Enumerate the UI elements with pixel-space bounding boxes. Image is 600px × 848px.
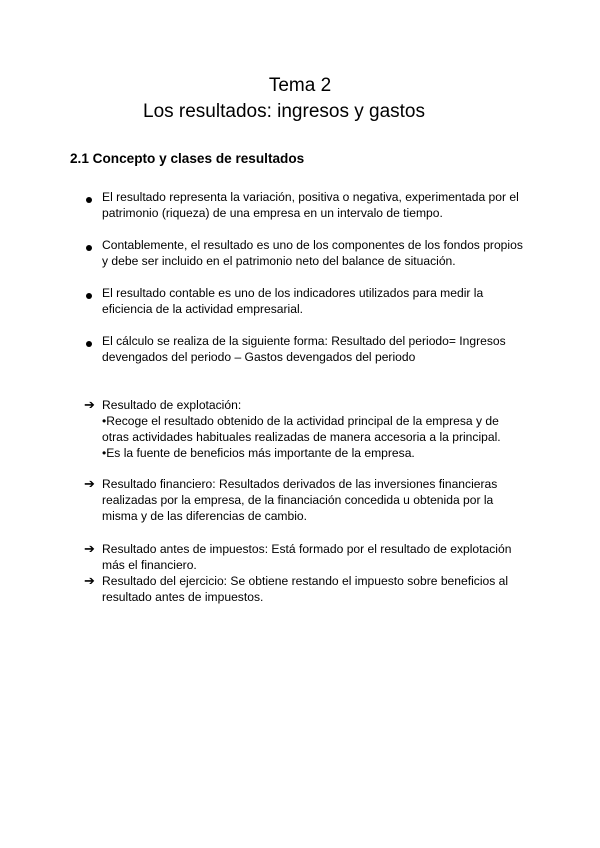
section-heading: 2.1 Concepto y clases de resultados (70, 151, 305, 166)
bullet-dot-icon (86, 245, 92, 251)
bullet-dot-icon (86, 293, 92, 299)
bullet-line: devengados del periodo – Gastos devengados del periodo (102, 350, 416, 364)
bullet-item-3 (102, 285, 542, 317)
arrow-item-antes-impuestos (102, 541, 542, 573)
bullet-line: eficiencia de la actividad empresarial. (102, 302, 303, 316)
arrow-item-financiero (102, 476, 542, 524)
bullet-dot-icon (86, 341, 92, 347)
bullet-item-2 (102, 237, 542, 269)
bullet-line: patrimonio (riqueza) de una empresa en un intervalo de tiempo. (102, 206, 443, 220)
arrow-line: •Recoge el resultado obtenido de la actividad principal de la empresa y de (102, 414, 499, 428)
arrow-line: •Es la fuente de beneficios más importante de la empresa. (102, 446, 415, 460)
page-subtitle: Los resultados: ingresos y gastos (143, 101, 425, 122)
bullet-item-1 (102, 189, 542, 221)
bullet-line: Contablemente, el resultado es uno de los componentes de los fondos propios (102, 238, 523, 252)
arrow-line: resultado antes de impuestos. (102, 590, 264, 604)
bullet-line: El cálculo se realiza de la siguiente forma: Resultado del periodo= Ingresos (102, 334, 506, 348)
bullet-item-4 (102, 333, 542, 365)
arrow-line: Resultado del ejercicio: Se obtiene restando el impuesto sobre beneficios al (102, 574, 509, 588)
arrow-line: realizadas por la empresa, de la financiación concedida u obtenida por la (102, 493, 494, 507)
bullet-line: El resultado representa la variación, positiva o negativa, experimentada por el (102, 190, 519, 204)
arrow-right-icon: ➔ (84, 397, 95, 412)
page-title: Tema 2 (268, 75, 332, 96)
arrow-item-explotacion (102, 397, 542, 461)
bullet-line: y debe ser incluido en el patrimonio neto del balance de situación. (102, 254, 456, 268)
arrow-right-icon: ➔ (84, 573, 95, 588)
bullet-line: El resultado contable es uno de los indicadores utilizados para medir la (102, 286, 484, 300)
arrow-line: más el financiero. (102, 558, 197, 572)
arrow-right-icon: ➔ (84, 541, 95, 556)
bullet-dot-icon (86, 197, 92, 203)
arrow-line: Resultado financiero: Resultados derivados de las inversiones financieras (102, 477, 498, 491)
arrow-line: Resultado antes de impuestos: Está formado por el resultado de explotación (102, 542, 512, 556)
arrow-right-icon: ➔ (84, 476, 95, 491)
arrow-line: otras actividades habituales realizadas de manera accesoria a la principal. (102, 430, 501, 444)
arrow-line: Resultado de explotación: (102, 398, 242, 412)
arrow-line: misma y de las diferencias de cambio. (102, 509, 308, 523)
arrow-item-ejercicio (102, 573, 542, 605)
